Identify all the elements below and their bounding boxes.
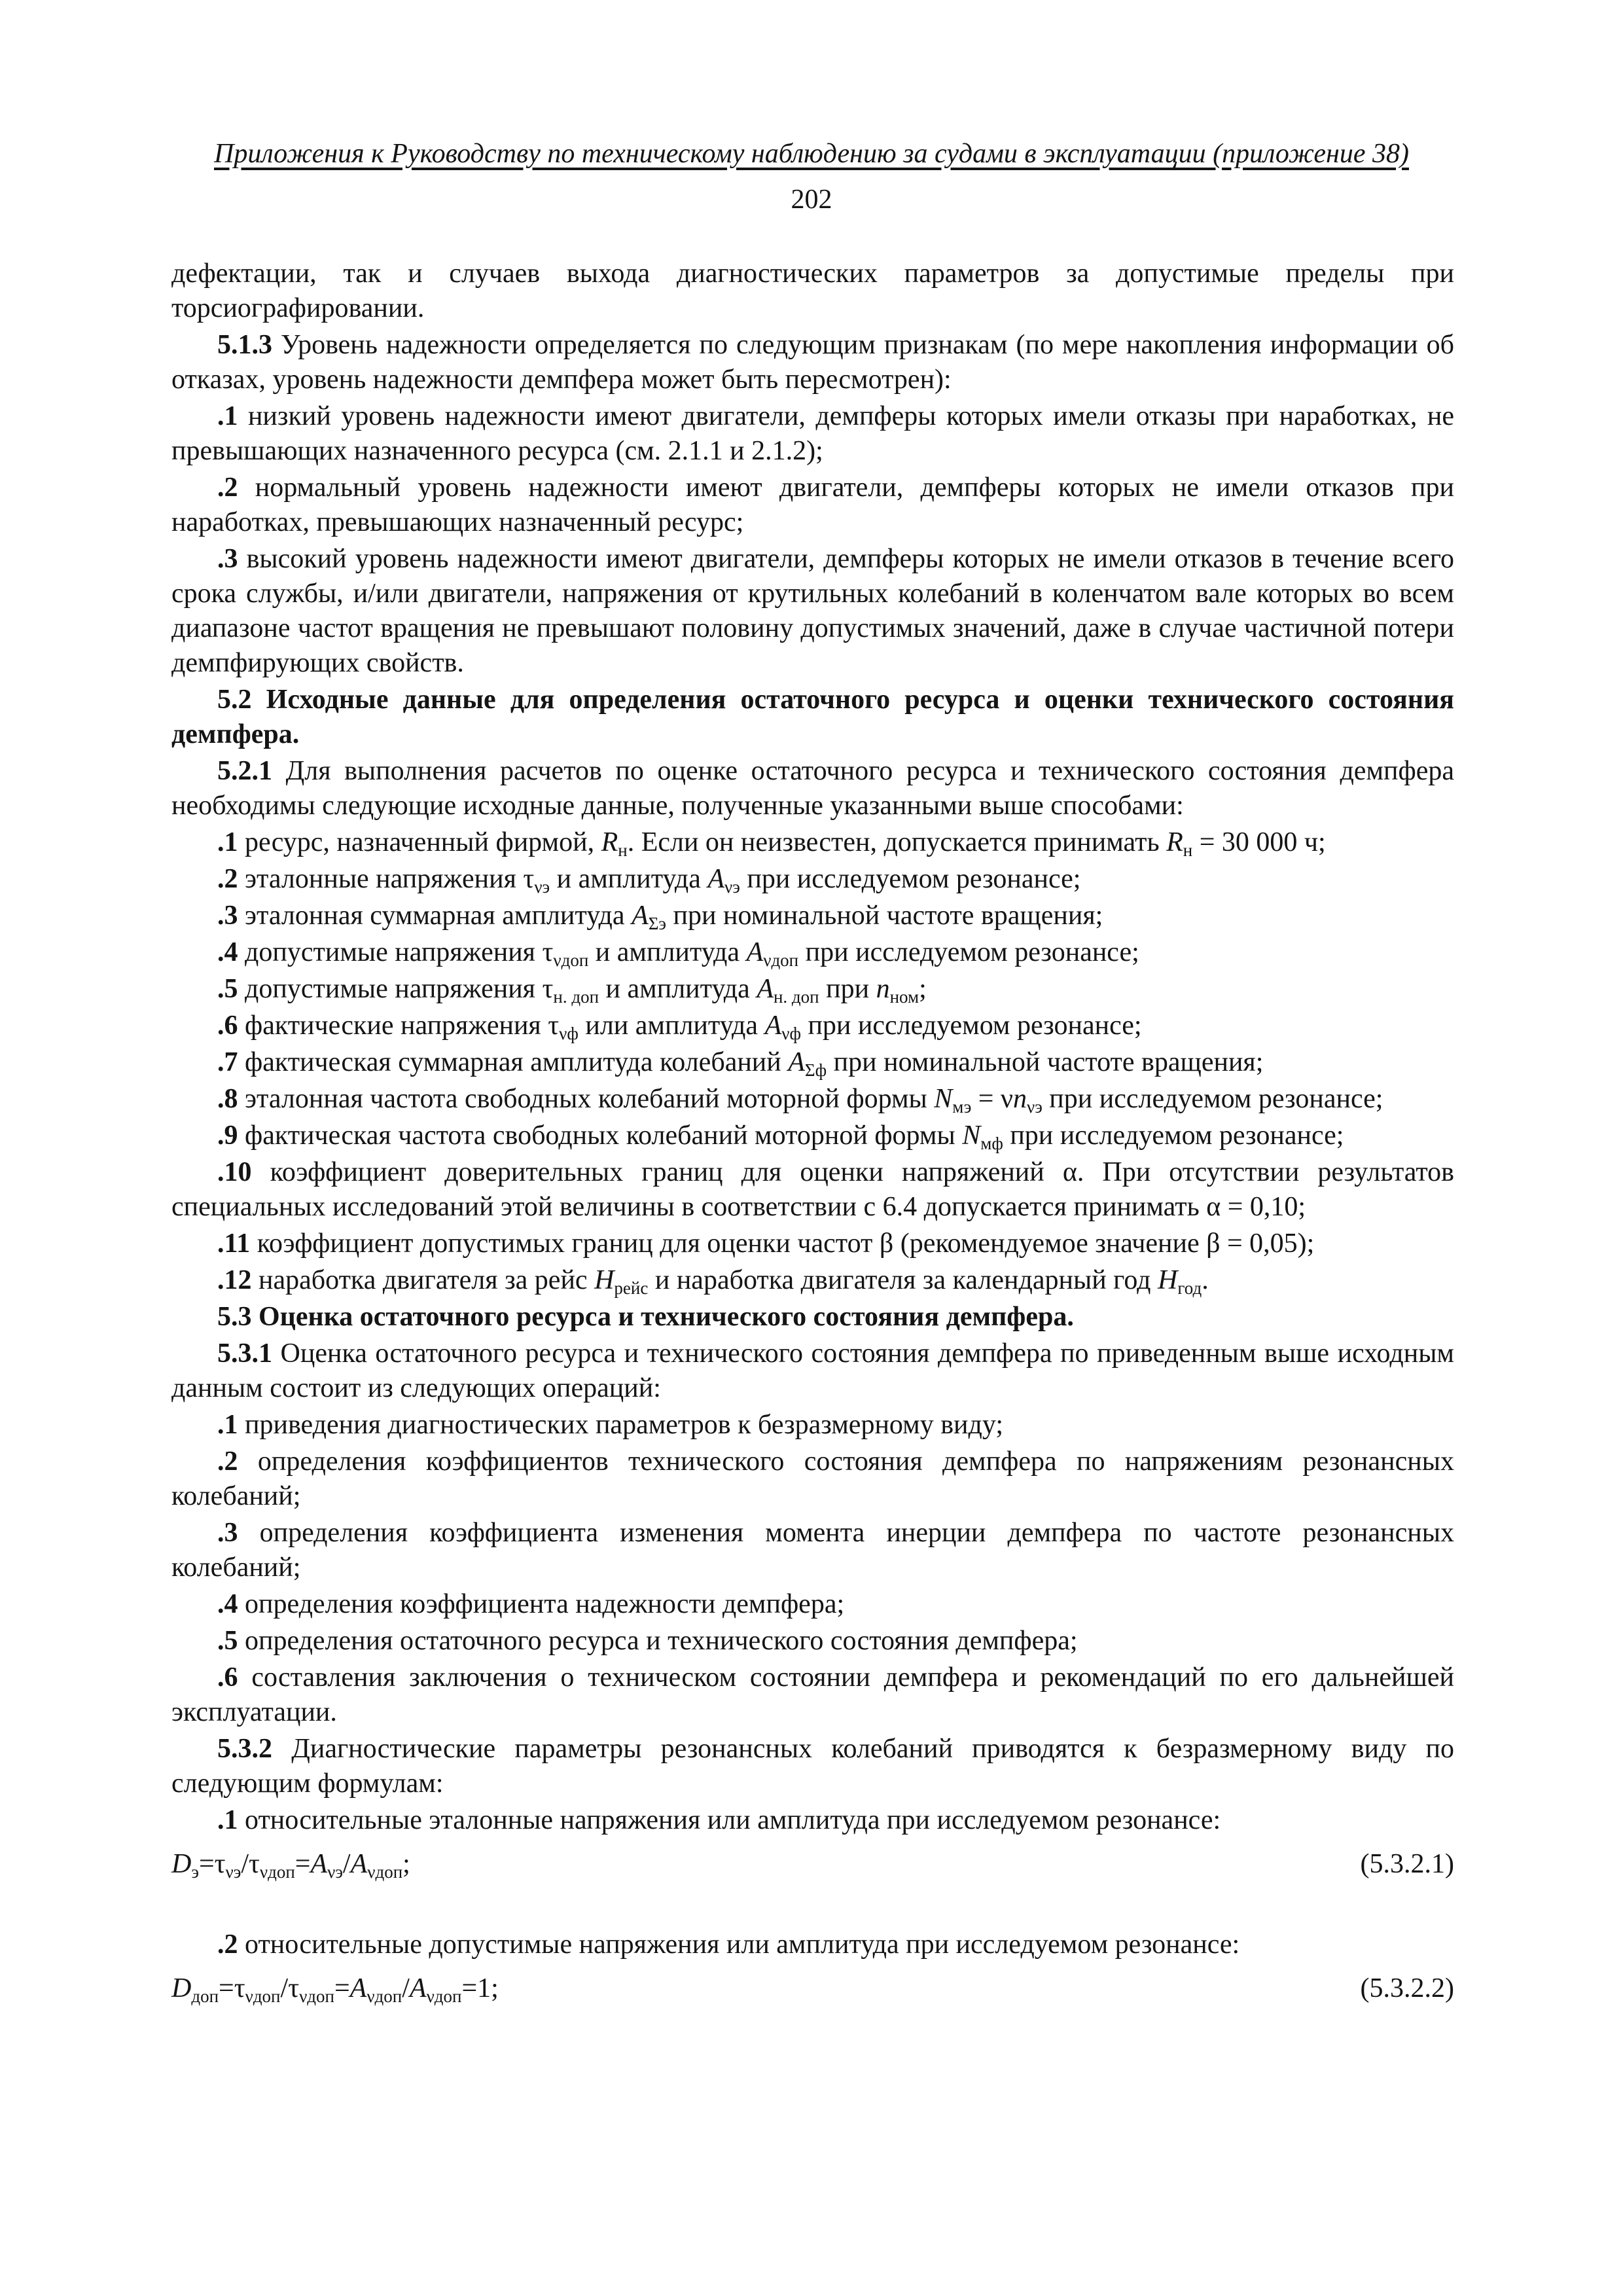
list-item: .2 определения коэффициентов технического состояния демпфера по напряжениям резонансных колебаний; <box>171 1446 1454 1511</box>
list-item: .7 фактическая суммарная амплитуда колебаний $A_{\Sigma ф}$ при номинальной частоте вращения; <box>217 1047 1264 1080</box>
formula-number: (5.3.2.1) <box>1360 1849 1454 1879</box>
list-item: .6 фактические напряжения $\tau_{\nu ф}$ или амплитуда $A_{\nu ф}$ при исследуемом резонансе; <box>217 1011 1142 1043</box>
list-item: .3 определения коэффициента изменения момента инерции демпфера по частоте резонансных колебаний; <box>171 1518 1454 1583</box>
formula-expression: $D_{доп}=\tau_{\nu доп}/\tau_{\nu доп}=A_{\nu доп}/A_{\nu доп}=1$; <box>171 1973 499 2006</box>
formula-5-3-2-1 <box>171 1847 1454 1882</box>
page-number: 202 <box>791 185 832 215</box>
list-item: .3 высокий уровень надежности имеют двигатели, демпферы которых не имели отказов в течение всего срока службы, и/или двигатели, напряжения от крутильных колебаний в коленчатом вале которых во всем диапазоне частот вращения не превышают половину допустимых значений, даже в случае частичной потери демпфирующих свойств. <box>171 544 1454 678</box>
list-item: .5 допустимые напряжения $\tau_{н. доп}$ и амплитуда $A_{н. доп}$ при $n_{ном}$; <box>217 974 927 1007</box>
formula-intro: .2 относительные допустимые напряжения или амплитуда при исследуемом резонансе: <box>217 1929 1240 1960</box>
list-item: .9 фактическая частота свободных колебаний моторной формы $N_{мф}$ при исследуемом резонансе; <box>217 1121 1344 1153</box>
formula-number: (5.3.2.2) <box>1360 1973 1454 2003</box>
list-item: .12 наработка двигателя за рейс $H_{рейс}$ и наработка двигателя за календарный год $H_{год}$. <box>217 1265 1209 1298</box>
list-item: .2 нормальный уровень надежности имеют двигатели, демпферы которых не имели отказов при наработках, превышающих назначенный ресурс; <box>171 473 1454 537</box>
list-item: .11 коэффициент допустимых границ для оценки частот β (рекомендуемое значение β = 0,05); <box>217 1229 1315 1259</box>
running-header: Приложения к Руководству по техническому наблюдению за судами в эксплуатации (приложение 38) <box>214 139 1409 169</box>
list-item: .1 приведения диагностических параметров к безразмерному виду; <box>217 1410 1003 1440</box>
list-item: .8 эталонная частота свободных колебаний моторной формы $N_{мэ} = \nu n_{\nu э}$ при исследуемом резонансе; <box>217 1084 1383 1117</box>
formula-intro: .1 относительные эталонные напряжения или амплитуда при исследуемом резонансе: <box>217 1805 1221 1835</box>
paragraph-5-3-1: 5.3.1 Оценка остаточного ресурса и технического состояния демпфера по приведенным выше исходным данным состоит из следующих операций: <box>171 1338 1454 1403</box>
list-item: .3 эталонная суммарная амплитуда $A_{\Sigma э}$ при номинальной частоте вращения; <box>217 901 1103 933</box>
paragraph-5-2-1: 5.2.1 Для выполнения расчетов по оценке остаточного ресурса и технического состояния демпфера необходимы следующие исходные данные, полученные указанными выше способами: <box>171 756 1454 821</box>
paragraph-intro: дефектации, так и случаев выхода диагностических параметров за допустимые пределы при торсиографировании. <box>171 259 1454 323</box>
list-item: .10 коэффициент доверительных границ для оценки напряжений α. При отсутствии результатов специальных исследований этой величины в соответствии с 6.4 допускается принимать α = 0,10; <box>171 1157 1454 1222</box>
list-item: .4 определения коэффициента надежности демпфера; <box>217 1589 845 1619</box>
list-item: .1 ресурс, назначенный фирмой, $R_н$. Если он неизвестен, допускается принимать $R_н = 30$ 000 ч; <box>217 827 1326 860</box>
list-item: .5 определения остаточного ресурса и технического состояния демпфера; <box>217 1626 1078 1656</box>
list-item: .4 допустимые напряжения $\tau_{\nu доп}$ и амплитуда $A_{\nu доп}$ при исследуемом резонансе; <box>217 937 1139 970</box>
paragraph-5-1-3: 5.1.3 Уровень надежности определяется по следующим признакам (по мере накопления информации об отказах, уровень надежности демпфера может быть пересмотрен): <box>171 330 1454 395</box>
paragraph-5-3-2: 5.3.2 Диагностические параметры резонансных колебаний приводятся к безразмерному виду по следующим формулам: <box>171 1734 1454 1799</box>
formula-expression: $D_э=\tau_{\nu э}/\tau_{\nu доп}=A_{\nu э}/A_{\nu доп}$; <box>171 1849 410 1882</box>
section-heading-5-3: 5.3 Оценка остаточного ресурса и технического состояния демпфера. <box>217 1302 1074 1332</box>
formula-5-3-2-2 <box>171 1971 1454 2006</box>
section-heading-5-2: 5.2 Исходные данные для определения остаточного ресурса и оценки технического состояния демпфера. <box>171 685 1454 749</box>
list-item: .1 низкий уровень надежности имеют двигатели, демпферы которых имели отказы при наработках, не превышающих назначенного ресурса (см. 2.1.1 и 2.1.2); <box>171 401 1454 466</box>
list-item: .6 составления заключения о техническом состоянии демпфера и рекомендаций по его дальнейшей эксплуатации. <box>171 1662 1454 1727</box>
document-body <box>171 257 1454 2052</box>
list-item: .2 эталонные напряжения $\tau_{\nu э}$ и амплитуда $A_{\nu э}$ при исследуемом резонансе; <box>217 864 1081 897</box>
